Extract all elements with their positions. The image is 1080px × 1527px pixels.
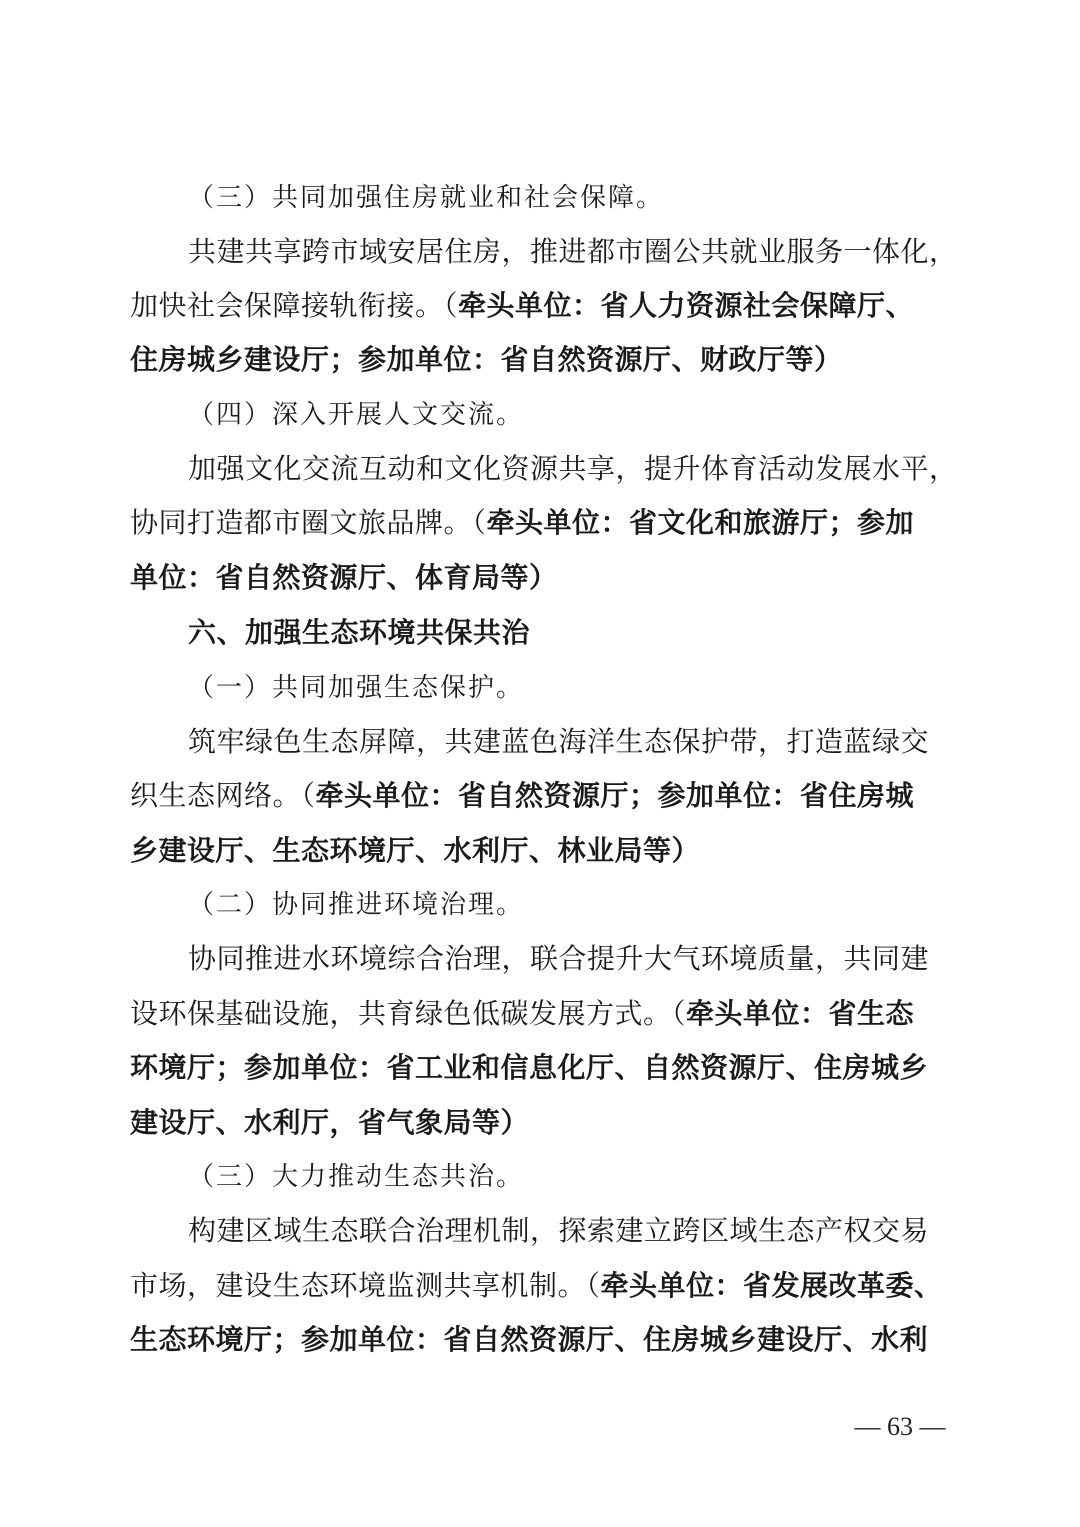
body-line	[130, 831, 950, 871]
body-line	[130, 503, 950, 543]
body-text: 织生态网络。（	[130, 779, 316, 812]
body-text: 加快社会保障接轨衔接。（	[130, 289, 459, 322]
responsible-units: 牵头单位：省人力资源社会保障厅、	[458, 289, 915, 322]
responsible-units: 生态环境厅；参加单位：省自然资源厅、住房城乡建设厅、水利	[130, 1323, 929, 1356]
body-line	[130, 1048, 950, 1088]
responsible-units: 牵头单位：省发展改革委、	[600, 1269, 943, 1302]
page-number: — 63 —	[854, 1412, 946, 1441]
subheading: （一）共同加强生态保护。	[188, 673, 525, 703]
responsible-units: 建设厅、水利厅，省气象局等）	[130, 1106, 530, 1139]
responsible-units: 环境厅；参加单位：省工业和信息化厅、自然资源厅、住房城乡	[130, 1051, 929, 1084]
body-text: 协同推进水环境综合治理，联合提升大气环境质量，共同建	[188, 942, 930, 975]
body-line	[188, 722, 1008, 762]
body-line	[188, 232, 1008, 272]
body-line	[130, 1320, 950, 1360]
body-line	[130, 286, 950, 326]
body-line	[130, 994, 950, 1034]
subheading: （四）深入开展人文交流。	[188, 400, 525, 430]
body-line	[188, 1211, 1008, 1251]
body-text: 市场，建设生态环境监测共享机制。（	[130, 1269, 601, 1302]
body-line	[130, 776, 950, 816]
responsible-units: 牵头单位：省自然资源厅；参加单位：省住房城	[315, 779, 915, 812]
body-text: 设环保基础设施，共育绿色低碳发展方式。（	[130, 997, 687, 1030]
body-text: 协同打造都市圈文旅品牌。（	[130, 506, 487, 539]
body-line	[188, 449, 1008, 489]
subheading: （二）协同推进环境治理。	[188, 890, 525, 920]
body-line	[130, 340, 950, 380]
responsible-units: 牵头单位：省生态	[686, 997, 915, 1030]
body-line	[130, 1266, 950, 1306]
responsible-units: 住房城乡建设厅；参加单位：省自然资源厅、财政厅等）	[130, 343, 843, 376]
body-line	[130, 1103, 950, 1143]
body-text: 加强文化交流互动和文化资源共享，提升体育活动发展水平，	[188, 452, 958, 485]
subheading: （三）大力推动生态共治。	[188, 1162, 525, 1192]
body-line	[188, 939, 1008, 979]
body-line	[130, 558, 950, 598]
body-text: 构建区域生态联合治理机制，探索建立跨区域生态产权交易	[188, 1214, 930, 1247]
responsible-units: 乡建设厅、生态环境厅、水利厅、林业局等）	[130, 834, 701, 867]
responsible-units: 牵头单位：省文化和旅游厅；参加	[486, 506, 915, 539]
body-text: 筑牢绿色生态屏障，共建蓝色海洋生态保护带，打造蓝绿交	[188, 725, 930, 758]
body-text: 共建共享跨市域安居住房，推进都市圈公共就业服务一体化，	[188, 235, 958, 268]
responsible-units: 单位：省自然资源厅、体育局等）	[130, 561, 558, 594]
chapter-heading: 六、加强生态环境共保共治	[188, 616, 531, 649]
subheading: （三）共同加强住房就业和社会保障。	[188, 183, 665, 213]
